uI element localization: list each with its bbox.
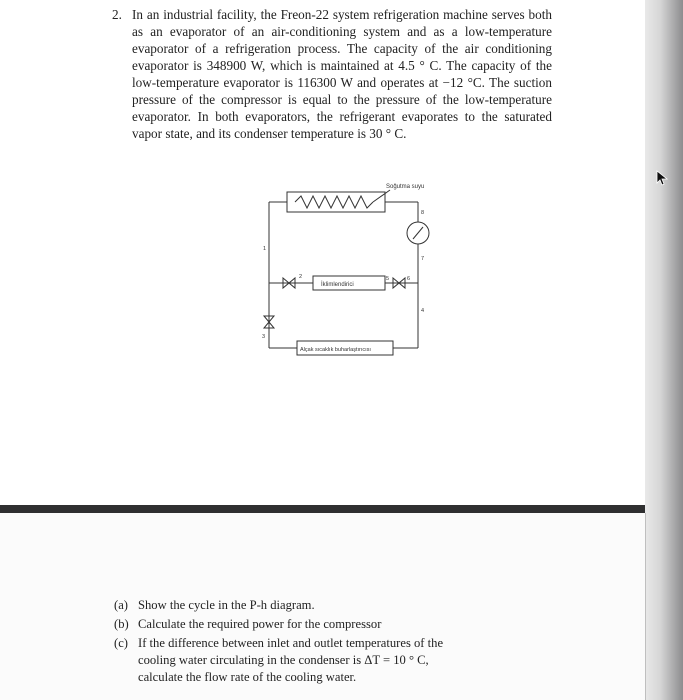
page-separator <box>0 505 683 513</box>
refrigeration-cycle-diagram <box>255 180 455 370</box>
problem-text: In an industrial facility, the Freon-22 system refrigeration machine serves both as an evaporator of an air-conditioning system and as a low-temperature evaporator of a refrigeration process. The capacity of the air conditioning evaporator is 348900 W, which is maintained at 4.5 ° C. The capacity of the low-temperature evaporator is 116300 W and operates at −12 °C. The suction pressure of the compressor is equal to the pressure of the low-temperature evaporator. In both evaporators, the refrigerant evaporates to the saturated vapor state, and its condenser temperature is 30 ° C. <box>132 7 552 141</box>
question-a-text: Show the cycle in the P-h diagram. <box>138 598 315 612</box>
question-c <box>114 635 443 686</box>
state-point-4: 4 <box>421 308 425 314</box>
question-c-line1: If the difference between inlet and outlet temperatures of the <box>138 636 444 650</box>
screen-edge <box>645 0 683 700</box>
problem-statement <box>112 6 552 142</box>
low-temp-label: Alçak sıcaklık buharlaştırıcısı <box>300 347 371 353</box>
question-c-label: (c) <box>114 636 128 650</box>
state-point-6: 6 <box>407 276 411 282</box>
question-a <box>114 597 315 614</box>
state-point-8: 8 <box>421 210 425 216</box>
condenser-coil <box>295 196 373 208</box>
question-c-line2: cooling water circulating in the condenser is ΔT = 10 ° C, <box>138 653 429 667</box>
question-c-line3: calculate the flow rate of the cooling water. <box>138 670 357 684</box>
question-b <box>114 616 381 633</box>
state-point-5: 5 <box>386 276 390 282</box>
problem-number: 2. <box>112 7 122 22</box>
state-point-1: 1 <box>263 246 267 252</box>
condenser-box <box>287 192 385 212</box>
question-b-text: Calculate the required power for the compressor <box>138 617 382 631</box>
question-b-label: (b) <box>114 617 129 631</box>
condenser-label: İklimlendirici <box>321 282 354 288</box>
state-point-7: 7 <box>421 256 425 262</box>
state-point-2: 2 <box>299 274 303 280</box>
question-a-label: (a) <box>114 598 128 612</box>
state-point-3: 3 <box>262 334 266 340</box>
cooling-water-label: Soğutma suyu <box>386 184 425 190</box>
mouse-pointer-icon <box>656 170 670 186</box>
